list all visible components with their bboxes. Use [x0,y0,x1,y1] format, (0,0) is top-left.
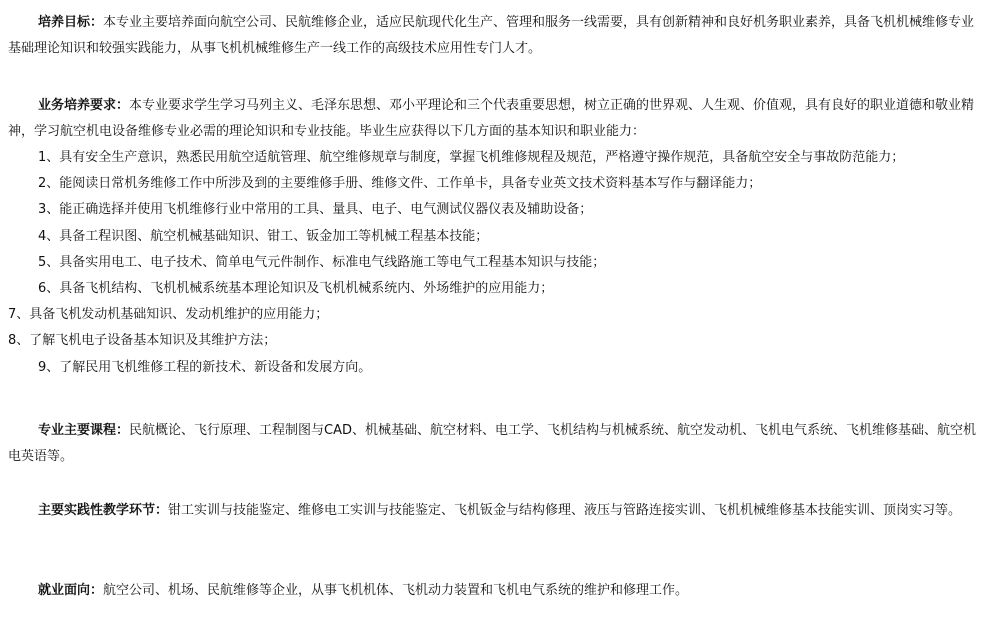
practice-text: 钳工实训与技能鉴定、维修电工实训与技能鉴定、飞机钣金与结构修理、液压与管路连接实训、飞机机械维修基本技能实训、顶岗实习等。 [168,503,962,518]
requirements-list [8,145,983,381]
requirement-item-7: 7、具备飞机发动机基础知识、发动机维护的应用能力； [8,307,329,323]
requirement-item-3: 3、能正确选择并使用飞机维修行业中常用的工具、量具、电子、电气测试仪器仪表及辅助设备； [38,202,593,218]
employment-section [8,578,983,604]
training-requirements-section [8,93,983,381]
employment-text: 航空公司、机场、民航维修等企业，从事飞机机体、飞机动力装置和飞机电气系统的维护和修理工作。 [103,583,689,598]
practice-label: 主要实践性教学环节： [38,503,169,518]
requirement-item-2: 2、能阅读日常机务维修工作中所涉及到的主要维修手册、维修文件、工作单卡，具备专业英文技术资料基本写作与翻译能力； [38,176,762,192]
requirement-item-9: 9、了解民用飞机维修工程的新技术、新设备和发展方向。 [38,359,372,375]
requirement-item-4: 4、具备工程识图、航空机械基础知识、钳工、钣金加工等机械工程基本技能； [38,228,489,244]
main-courses-label: 专业主要课程： [38,423,130,438]
requirement-item-6: 6、具备飞机结构、飞机机械系统基本理论知识及飞机机械系统内、外场维护的应用能力； [38,281,554,297]
requirement-item-1: 1、具有安全生产意识，熟悉民用航空适航管理、航空维修规章与制度，掌握飞机维修规程及规范，严格遵守操作规范，具备航空安全与事故防范能力； [38,150,905,165]
requirement-item-5: 5、具备实用电工、电子技术、简单电气元件制作、标准电气线路施工等电气工程基本知识与技能； [38,254,606,270]
training-requirements-intro [8,93,983,145]
main-courses-text: 民航概论、飞行原理、工程制图与CAD、机械基础、航空材料、电工学、飞机结构与机械系统、航空发动机、飞机电气系统、飞机维修基础、航空机电英语等。 [8,423,976,464]
training-goal-section [8,10,983,62]
practice-section [8,498,983,524]
employment-label: 就业面向： [38,583,104,598]
training-goal-label: 培养目标： [38,15,104,30]
training-goal-text: 本专业主要培养面向航空公司、民航维修企业，适应民航现代化生产、管理和服务一线需要，具有创新精神和良好机务职业素养，具备飞机机械维修专业基础理论知识和较强实践能力，从事飞机机械维修生产一线工作的高级技术应用性专门人才。 [8,15,975,56]
training-requirements-text: 本专业要求学生学习马列主义、毛泽东思想、邓小平理论和三个代表重要思想，树立正确的世界观、人生观、价值观，具有良好的职业道德和敬业精神，学习航空机电设备维修专业必需的理论知识和专业技能。毕业生应获得以下几方面的基本知识和职业能力： [8,98,975,139]
main-courses-section [8,418,983,470]
requirement-item-8: 8、了解飞机电子设备基本知识及其维护方法； [8,333,277,349]
training-requirements-label: 业务培养要求： [38,98,130,113]
